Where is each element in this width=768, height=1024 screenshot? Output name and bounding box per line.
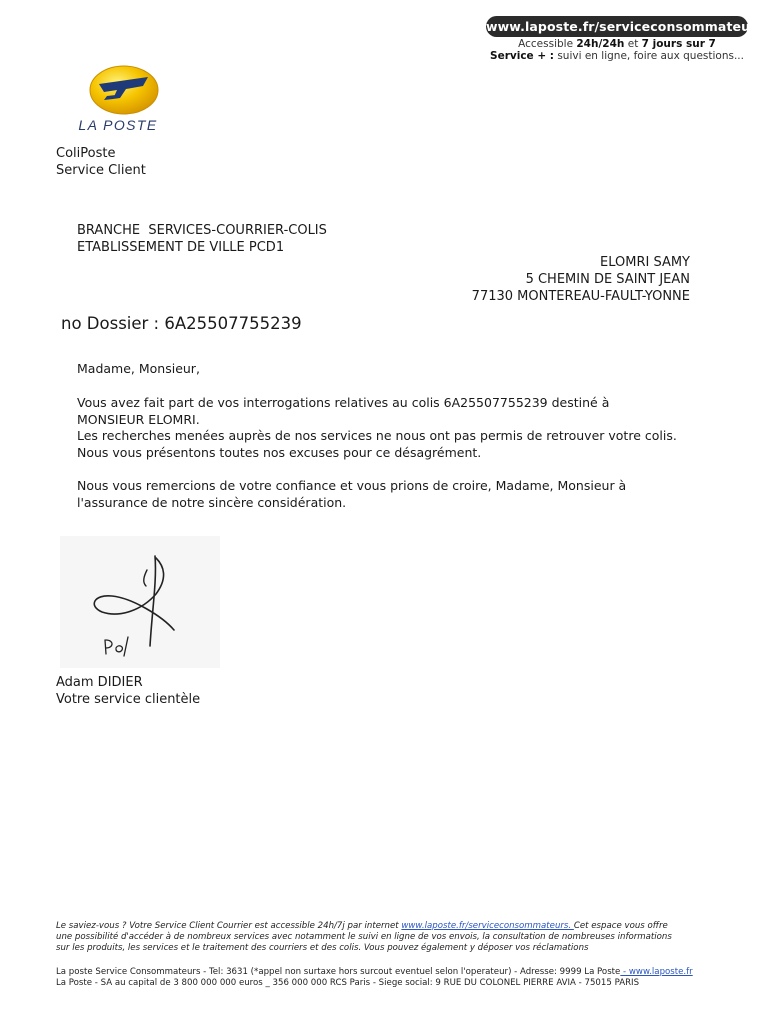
paragraph-1-line-4: Nous vous présentons toutes nos excuses pour ce désagrément. <box>77 444 482 460</box>
recipient-city: 77130 MONTEREAU-FAULT-YONNE <box>471 289 690 304</box>
branch-line-2: ETABLISSEMENT DE VILLE PCD1 <box>77 240 285 255</box>
logo-wordmark: LA POSTE <box>78 117 158 133</box>
recipient-address <box>472 254 690 305</box>
paragraph-1-line-1: Vous avez fait part de vos interrogations relatives au colis 6A25507755239 destiné à <box>77 395 610 410</box>
availability-line <box>486 38 748 50</box>
service-plus-text: suivi en ligne, foire aux questions... <box>553 50 744 62</box>
dossier-number: no Dossier : 6A25507755239 <box>61 314 302 333</box>
availability-prefix: Accessible <box>518 38 577 50</box>
footer-contact <box>56 967 716 989</box>
footer-laposte-link[interactable]: - www.laposte.fr <box>620 967 693 977</box>
sender-block <box>56 145 146 179</box>
sender-department: Service Client <box>56 163 146 178</box>
signer-name: Adam DIDIER <box>56 675 143 690</box>
letter-paragraph-2 <box>77 478 677 511</box>
footer-contact-text: La poste Service Consommateurs - Tel: 3631 (*appel non surtaxe hors surcout eventuel selon l'operateur) - Adresse: 9999 La Poste <box>56 967 621 977</box>
branch-block <box>77 222 327 256</box>
signer-role: Votre service clientèle <box>56 692 201 707</box>
paragraph-1-line-2: MONSIEUR ELOMRI. <box>77 411 200 427</box>
recipient-street: 5 CHEMIN DE SAINT JEAN <box>525 272 690 287</box>
service-plus-label: Service + : <box>490 50 554 62</box>
service-url-banner[interactable]: www.laposte.fr/serviceconsommateurs <box>486 16 748 37</box>
footer-note-suffix: Cet espace vous offre une possibilité d'accéder à de nombreux services avec notamment le suivi en ligne de vos envois, la consultation de nombreuses informations sur les produits, les services et le traitement des courriers et des colis. Vous pouvez également y déposer vos réclamations <box>56 921 672 953</box>
footer-service-link[interactable]: www.laposte.fr/serviceconsommateurs. <box>401 921 574 931</box>
paragraph-1-line-3: Les recherches menées auprès de nos services ne nous ont pas permis de retrouver votre colis. <box>77 428 677 444</box>
availability-hours: 24h/24h <box>576 38 625 50</box>
footer-contact-line <box>56 967 716 978</box>
paragraph-2-line-2: l'assurance de notre sincère considération. <box>77 494 347 510</box>
footer-note-prefix: Le saviez-vous ? Votre Service Client Courrier est accessible 24h/7j par internet <box>56 921 402 931</box>
footer-note <box>56 921 676 954</box>
branch-line-1: BRANCHE SERVICES-COURRIER-COLIS <box>77 223 327 238</box>
sender-name: ColiPoste <box>56 146 116 161</box>
handwritten-signature-icon <box>60 536 220 668</box>
salutation: Madame, Monsieur, <box>77 361 200 376</box>
availability-middle: et <box>624 38 642 50</box>
footer-legal-line: La Poste - SA au capital de 3 800 000 000 euros _ 356 000 000 RCS Paris - Siege social: 9 RUE DU COLONEL PIERRE AVIA - 75015 PARIS <box>56 978 640 988</box>
availability-days: 7 jours sur 7 <box>641 38 716 50</box>
service-plus-line <box>486 50 748 62</box>
signer-block <box>56 674 200 708</box>
recipient-name: ELOMRI SAMY <box>600 255 690 270</box>
letter-paragraph-1 <box>77 395 677 461</box>
paragraph-2-line-1: Nous vous remercions de votre confiance et vous prions de croire, Madame, Monsieur à <box>77 478 627 493</box>
